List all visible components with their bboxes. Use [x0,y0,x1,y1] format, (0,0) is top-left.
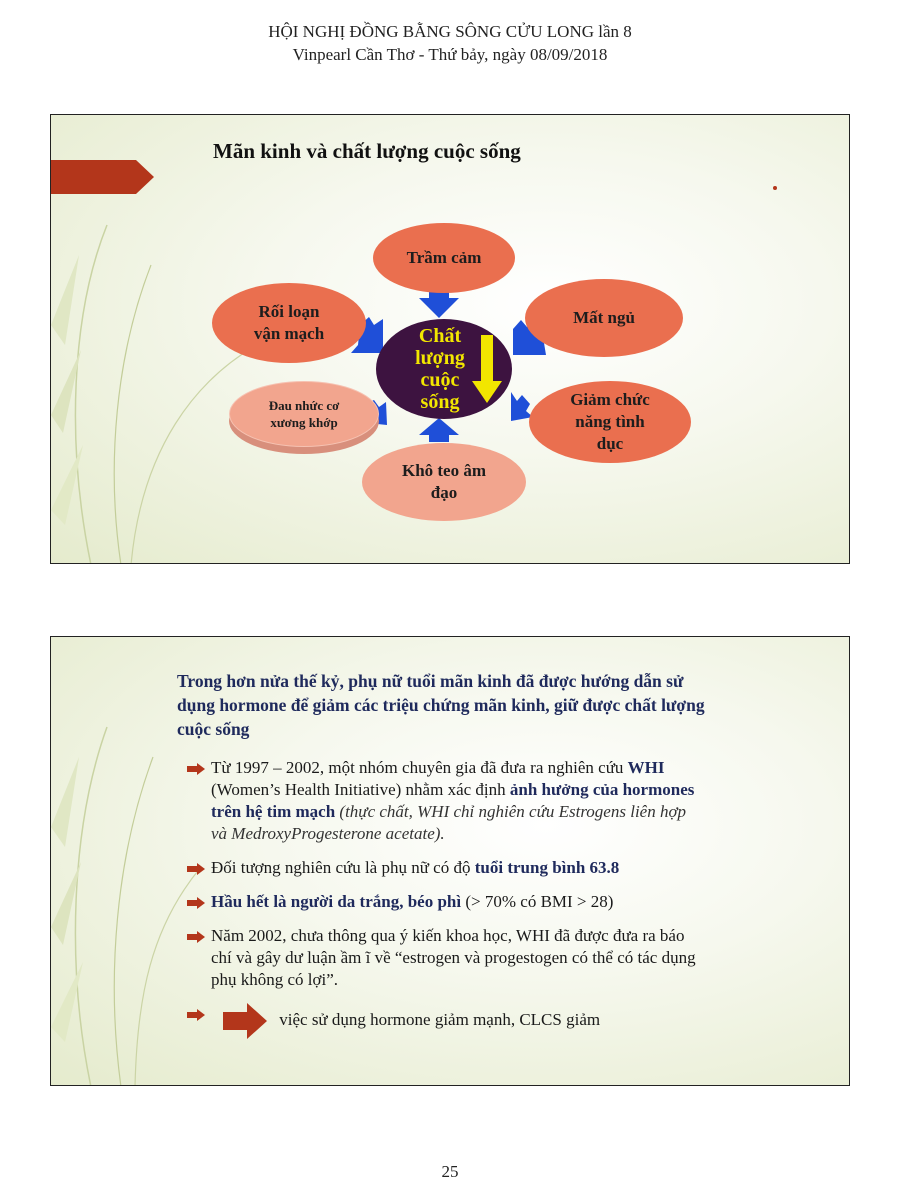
slide-1 [50,114,850,564]
node-roi-loan-label: Rối loạn vận mạch [253,302,325,343]
decor-leaf [51,255,79,345]
bullet-subjects-bmi: Hầu hết là người da trắng, béo phì (> 70% có BMI > 28) [185,891,705,913]
bullet-arrow-icon [187,931,205,943]
node-tram-cam [373,223,515,293]
node-roi-loan-van-mach [212,283,366,363]
node-giam-chuc-nang-label: Giảm chức năng tình dục [570,390,650,453]
page-header [0,20,900,66]
center-label: Chất lượng cuộc sống [415,325,465,413]
bullet-conclusion: việc sử dụng hormone giảm mạnh, CLCS giảm [185,1003,705,1039]
slide-1-title: Mãn kinh và chất lượng cuộc sống [213,139,521,163]
arrow-bottom-to-center [419,418,459,442]
node-dau-nhuc-xuong-khop [229,381,379,447]
bullet-whi-study: Từ 1997 – 2002, một nhóm chuyên gia đã đưa ra nghiên cứu WHI (Women’s Health Initiative) nhằm xác định ảnh hưởng của hormones trên hệ tim mạch (thực chất, WHI chỉ nghiên cứu Estrogens liên hợp và MedroxyProgesterone acetate). [185,757,705,845]
bullet-arrow-icon [187,1009,205,1021]
page-number: 25 [441,1162,459,1181]
header-line-2: Vinpearl Cần Thơ - Thứ bảy, ngày 08/09/2018 [292,45,608,64]
header-line-1: HỘI NGHỊ ĐỒNG BẰNG SÔNG CỬU LONG lần 8 [268,22,632,41]
big-right-arrow-icon [223,1003,267,1039]
node-dau-nhuc-label: Đau nhức cơ xương khớp [268,398,340,430]
bullet-subjects-age: Đối tượng nghiên cứu là phụ nữ có độ tuổi trung bình 63.8 [185,857,705,879]
slide-2-bullet-list [185,757,705,1051]
bullet-arrow-icon [187,897,205,909]
node-mat-ngu [525,279,683,357]
decor-stroke [114,757,153,1086]
center-chat-luong-cuoc-song [376,319,512,419]
title-tab-shape [51,160,154,194]
decor-stroke [131,335,276,564]
decor-dot [773,186,777,190]
bullet-press-2002: Năm 2002, chưa thông qua ý kiến khoa học, WHI đã được đưa ra báo chí và gây dư luận ầm ĩ về “estrogen và progestogen có thể có tác dụng phụ không có lợi”. [185,925,705,991]
decor-stroke [75,727,107,1086]
node-kho-teo-am-dao [362,443,526,521]
bullet-arrow-icon [187,863,205,875]
node-kho-teo-label: Khô teo âm đạo [401,461,487,502]
decor-stroke [114,265,151,564]
node-mat-ngu-label: Mất ngủ [573,308,635,327]
down-arrow-icon [472,335,502,405]
decor-leaf [51,757,79,847]
slide-2 [50,636,850,1086]
node-giam-chuc-nang-tinh-duc [529,381,691,463]
node-tram-cam-label: Trầm cảm [406,248,482,267]
slide-2-intro: Trong hơn nửa thế kỷ, phụ nữ tuổi mãn kinh đã được hướng dẫn sử dụng hormone để giảm các triệu chứng mãn kinh, giữ được chất lượng cuộc sống [177,671,705,739]
bullet-arrow-icon [187,763,205,775]
arrow-top-to-center [419,291,459,318]
decor-stroke [75,225,107,564]
